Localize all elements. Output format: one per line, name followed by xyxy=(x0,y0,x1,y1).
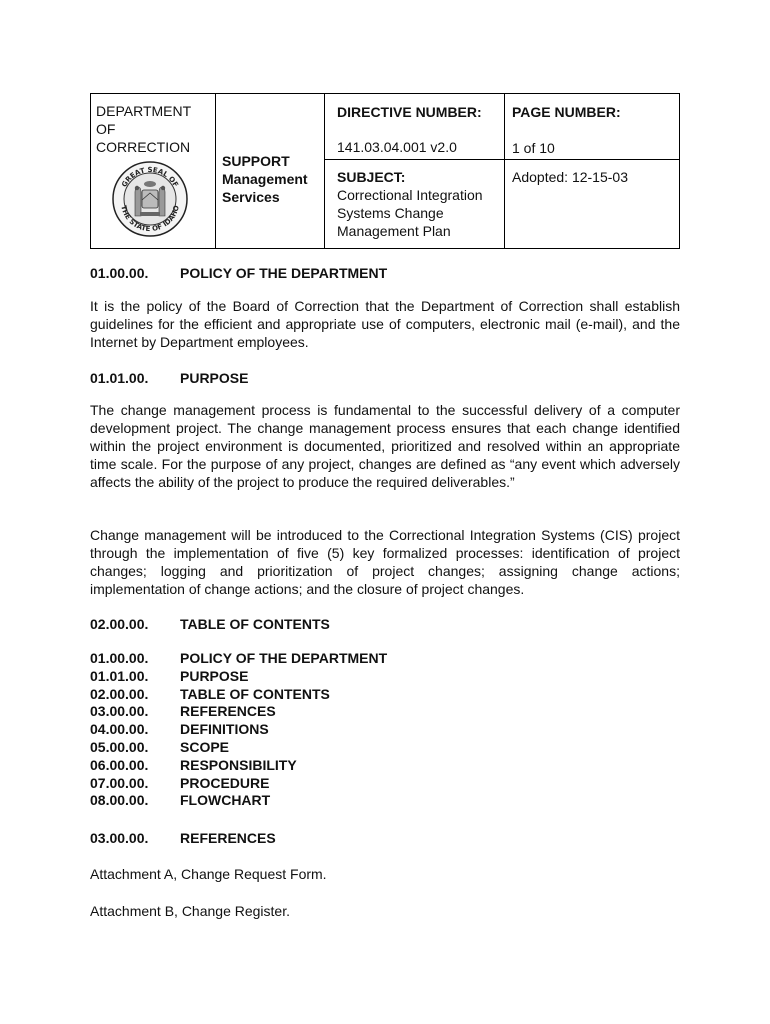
section-title: REFERENCES xyxy=(180,830,276,846)
section-title: POLICY OF THE DEPARTMENT xyxy=(180,265,388,281)
section-heading-policy xyxy=(90,264,387,282)
attachment-a: Attachment A, Change Request Form. xyxy=(90,866,327,882)
page-number-value: 1 of 10 xyxy=(512,140,555,156)
division-line: Services xyxy=(222,189,280,205)
toc-entry xyxy=(90,757,387,775)
purpose-paragraph-2: Change management will be introduced to the Correctional Integration Systems (CIS) project through the implementation of five (5) key formalized processes: identification of project changes; logging and prioritization of project changes; assigning change actions; implementation of change actions; and the closure of project changes. xyxy=(90,527,680,597)
toc-entry xyxy=(90,721,387,739)
division-line: Management xyxy=(222,171,308,187)
toc-entry xyxy=(90,775,387,793)
toc-entry xyxy=(90,686,387,704)
subject-label: SUBJECT: xyxy=(337,169,406,185)
toc-number: 01.00.00. xyxy=(90,650,149,666)
department-line: DEPARTMENT xyxy=(96,103,192,119)
toc-number: 01.01.00. xyxy=(90,667,149,684)
division-line: SUPPORT xyxy=(222,153,290,169)
seal-bottom-text: THE STATE OF IDAHO xyxy=(119,204,181,234)
toc-title: SCOPE xyxy=(180,738,230,755)
adopted-date: Adopted: 12-15-03 xyxy=(512,169,628,185)
table-of-contents xyxy=(90,650,387,810)
toc-title: TABLE OF CONTENTS xyxy=(180,685,330,702)
toc-title: PURPOSE xyxy=(180,667,249,684)
toc-title: REFERENCES xyxy=(180,703,276,720)
toc-number: 08.00.00. xyxy=(90,792,149,809)
toc-title: FLOWCHART xyxy=(180,792,271,809)
subject-line: Correctional Integration xyxy=(337,187,483,203)
toc-number: 07.00.00. xyxy=(90,774,149,791)
directive-number-label: DIRECTIVE NUMBER: xyxy=(337,104,482,120)
subject-line: Systems Change xyxy=(337,205,444,221)
toc-entry xyxy=(90,650,387,668)
table-divider xyxy=(324,159,679,160)
toc-number: 04.00.00. xyxy=(90,721,149,738)
toc-entry xyxy=(90,739,387,757)
department-line: OF xyxy=(96,121,116,137)
policy-paragraph: It is the policy of the Board of Correction that the Department of Correction shall establish guidelines for the efficient and appropriate use of computers, electronic mail (e-mail), and the Internet by Department employees. xyxy=(90,298,680,350)
seal-top-text: GREAT SEAL OF xyxy=(120,165,180,189)
section-heading-toc xyxy=(90,615,330,633)
section-title: TABLE OF CONTENTS xyxy=(180,616,330,632)
section-number: 01.01.00. xyxy=(90,370,149,386)
toc-entry xyxy=(90,703,387,721)
purpose-paragraph-1: The change management process is fundamental to the successful delivery of a computer development project. The change management process ensures that each change identified within the project environment is documented, prioritized and resolved within an appropriate time scale. For the purpose of any project, changes are defined as “any event which adversely affects the ability of the project to produce the required deliverables.” xyxy=(90,402,680,490)
toc-number: 03.00.00. xyxy=(90,703,149,720)
department-line: CORRECTION xyxy=(96,139,191,155)
toc-title: POLICY OF THE DEPARTMENT xyxy=(180,650,388,666)
toc-entry xyxy=(90,792,387,810)
department-name xyxy=(96,102,191,156)
toc-title: DEFINITIONS xyxy=(180,721,269,738)
attachment-b: Attachment B, Change Register. xyxy=(90,903,290,919)
subject-line: Management Plan xyxy=(337,223,451,239)
section-number: 01.00.00. xyxy=(90,265,149,281)
section-heading-references xyxy=(90,829,276,847)
table-divider xyxy=(504,94,505,248)
section-heading-purpose xyxy=(90,369,248,387)
subject-block xyxy=(337,168,483,240)
toc-number: 05.00.00. xyxy=(90,738,149,755)
division-name xyxy=(222,152,308,206)
toc-entry xyxy=(90,668,387,686)
page-number-label: PAGE NUMBER: xyxy=(512,104,621,120)
toc-number: 02.00.00. xyxy=(90,685,149,702)
section-number: 03.00.00. xyxy=(90,830,149,846)
section-title: PURPOSE xyxy=(180,370,249,386)
section-number: 02.00.00. xyxy=(90,616,149,632)
toc-title: PROCEDURE xyxy=(180,774,270,791)
toc-number: 06.00.00. xyxy=(90,756,149,773)
directive-number-value: 141.03.04.001 v2.0 xyxy=(337,139,457,155)
state-seal-icon xyxy=(111,160,189,238)
table-divider xyxy=(324,94,325,248)
table-divider xyxy=(215,94,216,248)
toc-title: RESPONSIBILITY xyxy=(180,756,297,773)
